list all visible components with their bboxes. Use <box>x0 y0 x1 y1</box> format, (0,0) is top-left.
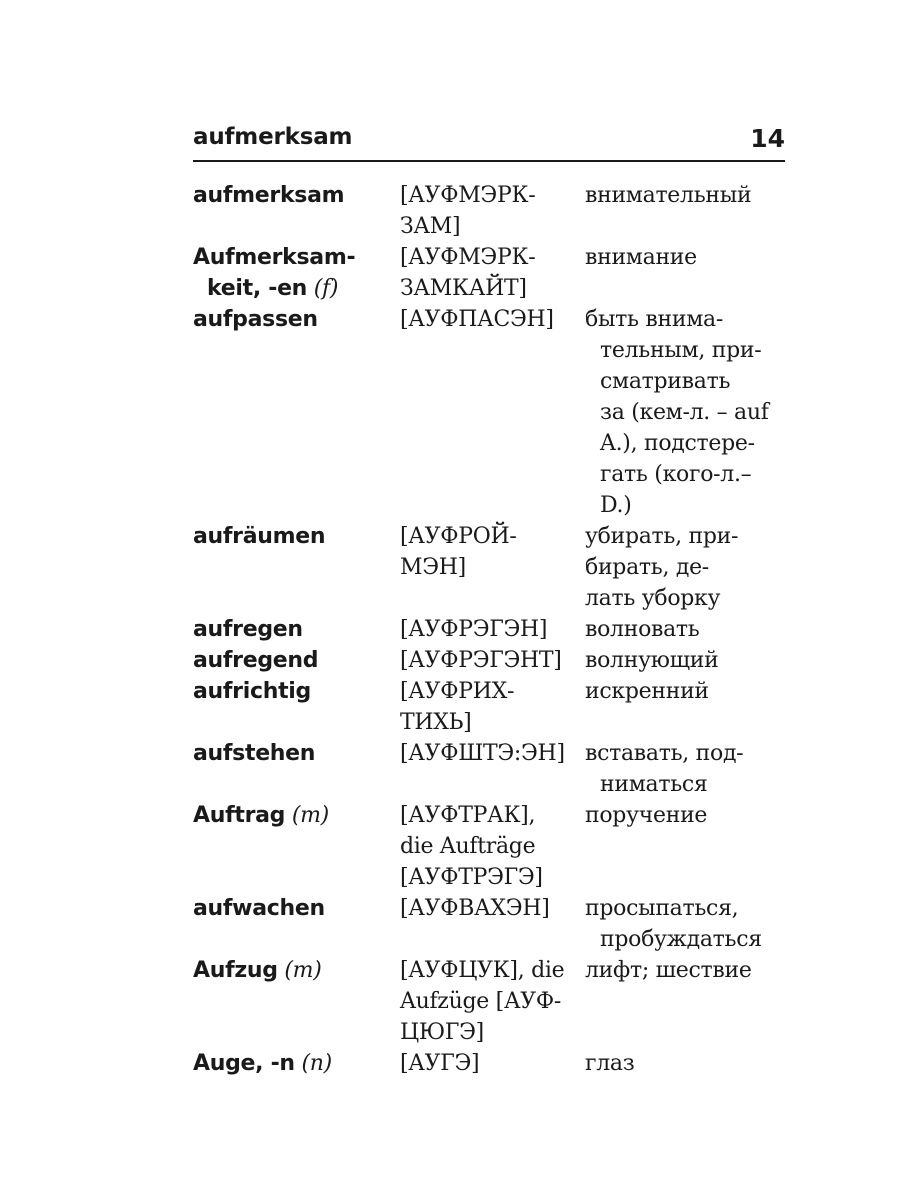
translation-line: глаз <box>585 1051 635 1076</box>
translation <box>585 304 790 521</box>
headword <box>193 242 393 304</box>
translation-line: пробуждаться <box>600 927 762 952</box>
running-head: aufmerksam <box>193 124 353 150</box>
pronunciation <box>400 614 580 645</box>
headword-line: aufregend <box>193 648 319 673</box>
headword <box>193 893 393 924</box>
headword <box>193 645 393 676</box>
headword <box>193 521 393 552</box>
pronunciation <box>400 304 580 335</box>
pronunciation-line: ТИХЬ] <box>400 710 472 735</box>
headword <box>193 800 393 831</box>
translation <box>585 738 790 800</box>
translation <box>585 676 790 707</box>
headword-line: Aufzug (m) <box>193 958 322 983</box>
headword-line: aufmerksam <box>193 183 345 208</box>
grammar-label: (m) <box>285 803 329 828</box>
pronunciation-line: [АУФРЭГЭНТ] <box>400 648 562 673</box>
pronunciation <box>400 1048 580 1079</box>
pronunciation-line: [АУФПАСЭН] <box>400 307 554 332</box>
translation-line: внимание <box>585 245 697 270</box>
translation <box>585 614 790 645</box>
headword <box>193 304 393 335</box>
headword-line: Auge, -n (n) <box>193 1051 332 1076</box>
translation-line: ниматься <box>600 772 708 797</box>
headword-line: aufwachen <box>193 896 325 921</box>
pronunciation-line: ЗАМ] <box>400 214 461 239</box>
pronunciation <box>400 521 580 583</box>
translation <box>585 645 790 676</box>
headword <box>193 1048 393 1079</box>
translation-line: D.) <box>600 493 632 518</box>
translation <box>585 180 790 211</box>
translation <box>585 1048 790 1079</box>
headword-line: keit, -en (f) <box>207 276 339 301</box>
pronunciation-line: Aufzüge [АУФ- <box>400 989 561 1014</box>
translation-line: лать уборку <box>585 586 721 611</box>
pronunciation <box>400 955 580 1048</box>
translation <box>585 893 790 955</box>
translation <box>585 521 790 614</box>
translation-line: поручение <box>585 803 708 828</box>
pronunciation <box>400 893 580 924</box>
translation-line: A.), подстере- <box>600 431 755 456</box>
translation-line: искренний <box>585 679 709 704</box>
translation-line: гать (кого-л.– <box>600 462 752 487</box>
translation <box>585 242 790 273</box>
translation-line: лифт; шествие <box>585 958 752 983</box>
headword <box>193 955 393 986</box>
headword <box>193 676 393 707</box>
translation-line: волнующий <box>585 648 719 673</box>
translation-line: быть внима- <box>585 307 723 332</box>
translation-line: бирать, де- <box>585 555 709 580</box>
page-number: 14 <box>750 124 785 153</box>
headword <box>193 180 393 211</box>
pronunciation-line: [АУФМЭРК- <box>400 245 536 270</box>
grammar-label: (f) <box>307 276 339 301</box>
headword <box>193 614 393 645</box>
page-header <box>193 122 785 162</box>
pronunciation-line: [АУГЭ] <box>400 1051 480 1076</box>
pronunciation-line: [АУФРЭГЭН] <box>400 617 548 642</box>
pronunciation-line: МЭН] <box>400 555 466 580</box>
pronunciation <box>400 180 580 242</box>
pronunciation <box>400 676 580 738</box>
headword-line: Auftrag (m) <box>193 803 329 828</box>
translation <box>585 800 790 831</box>
translation-line: тельным, при- <box>600 338 762 363</box>
headword-line: aufstehen <box>193 741 316 766</box>
pronunciation-line: ЦЮГЭ] <box>400 1020 484 1045</box>
headword <box>193 738 393 769</box>
headword-line: aufrichtig <box>193 679 311 704</box>
pronunciation <box>400 738 580 769</box>
translation-line: просыпаться, <box>585 896 739 921</box>
pronunciation <box>400 645 580 676</box>
translation <box>585 955 790 986</box>
headword-line: aufregen <box>193 617 303 642</box>
translation-line: внимательный <box>585 183 752 208</box>
headword-line: aufpassen <box>193 307 318 332</box>
pronunciation <box>400 242 580 304</box>
pronunciation <box>400 800 580 893</box>
pronunciation-line: [АУФМЭРК- <box>400 183 536 208</box>
translation-line: вставать, под- <box>585 741 744 766</box>
translation-line: за (кем-л. – auf <box>600 400 769 425</box>
grammar-label: (m) <box>277 958 322 983</box>
pronunciation-line: [АУФШТЭ:ЭН] <box>400 741 565 766</box>
pronunciation-line: die Aufträge <box>400 834 536 859</box>
pronunciation-line: [АУФТРЭГЭ] <box>400 865 543 890</box>
pronunciation-line: [АУФРОЙ- <box>400 524 517 549</box>
pronunciation-line: [АУФЦУК], die <box>400 958 565 983</box>
translation-line: убирать, при- <box>585 524 739 549</box>
translation-line: волновать <box>585 617 700 642</box>
pronunciation-line: [АУФТРАК], <box>400 803 536 828</box>
pronunciation-line: [АУФВАХЭН] <box>400 896 550 921</box>
headword-line: aufräumen <box>193 524 326 549</box>
pronunciation-line: ЗАМКАЙТ] <box>400 276 527 301</box>
headword-line: Aufmerksam- <box>193 245 356 270</box>
pronunciation-line: [АУФРИХ- <box>400 679 515 704</box>
grammar-label: (n) <box>294 1051 332 1076</box>
translation-line: сматривать <box>600 369 731 394</box>
